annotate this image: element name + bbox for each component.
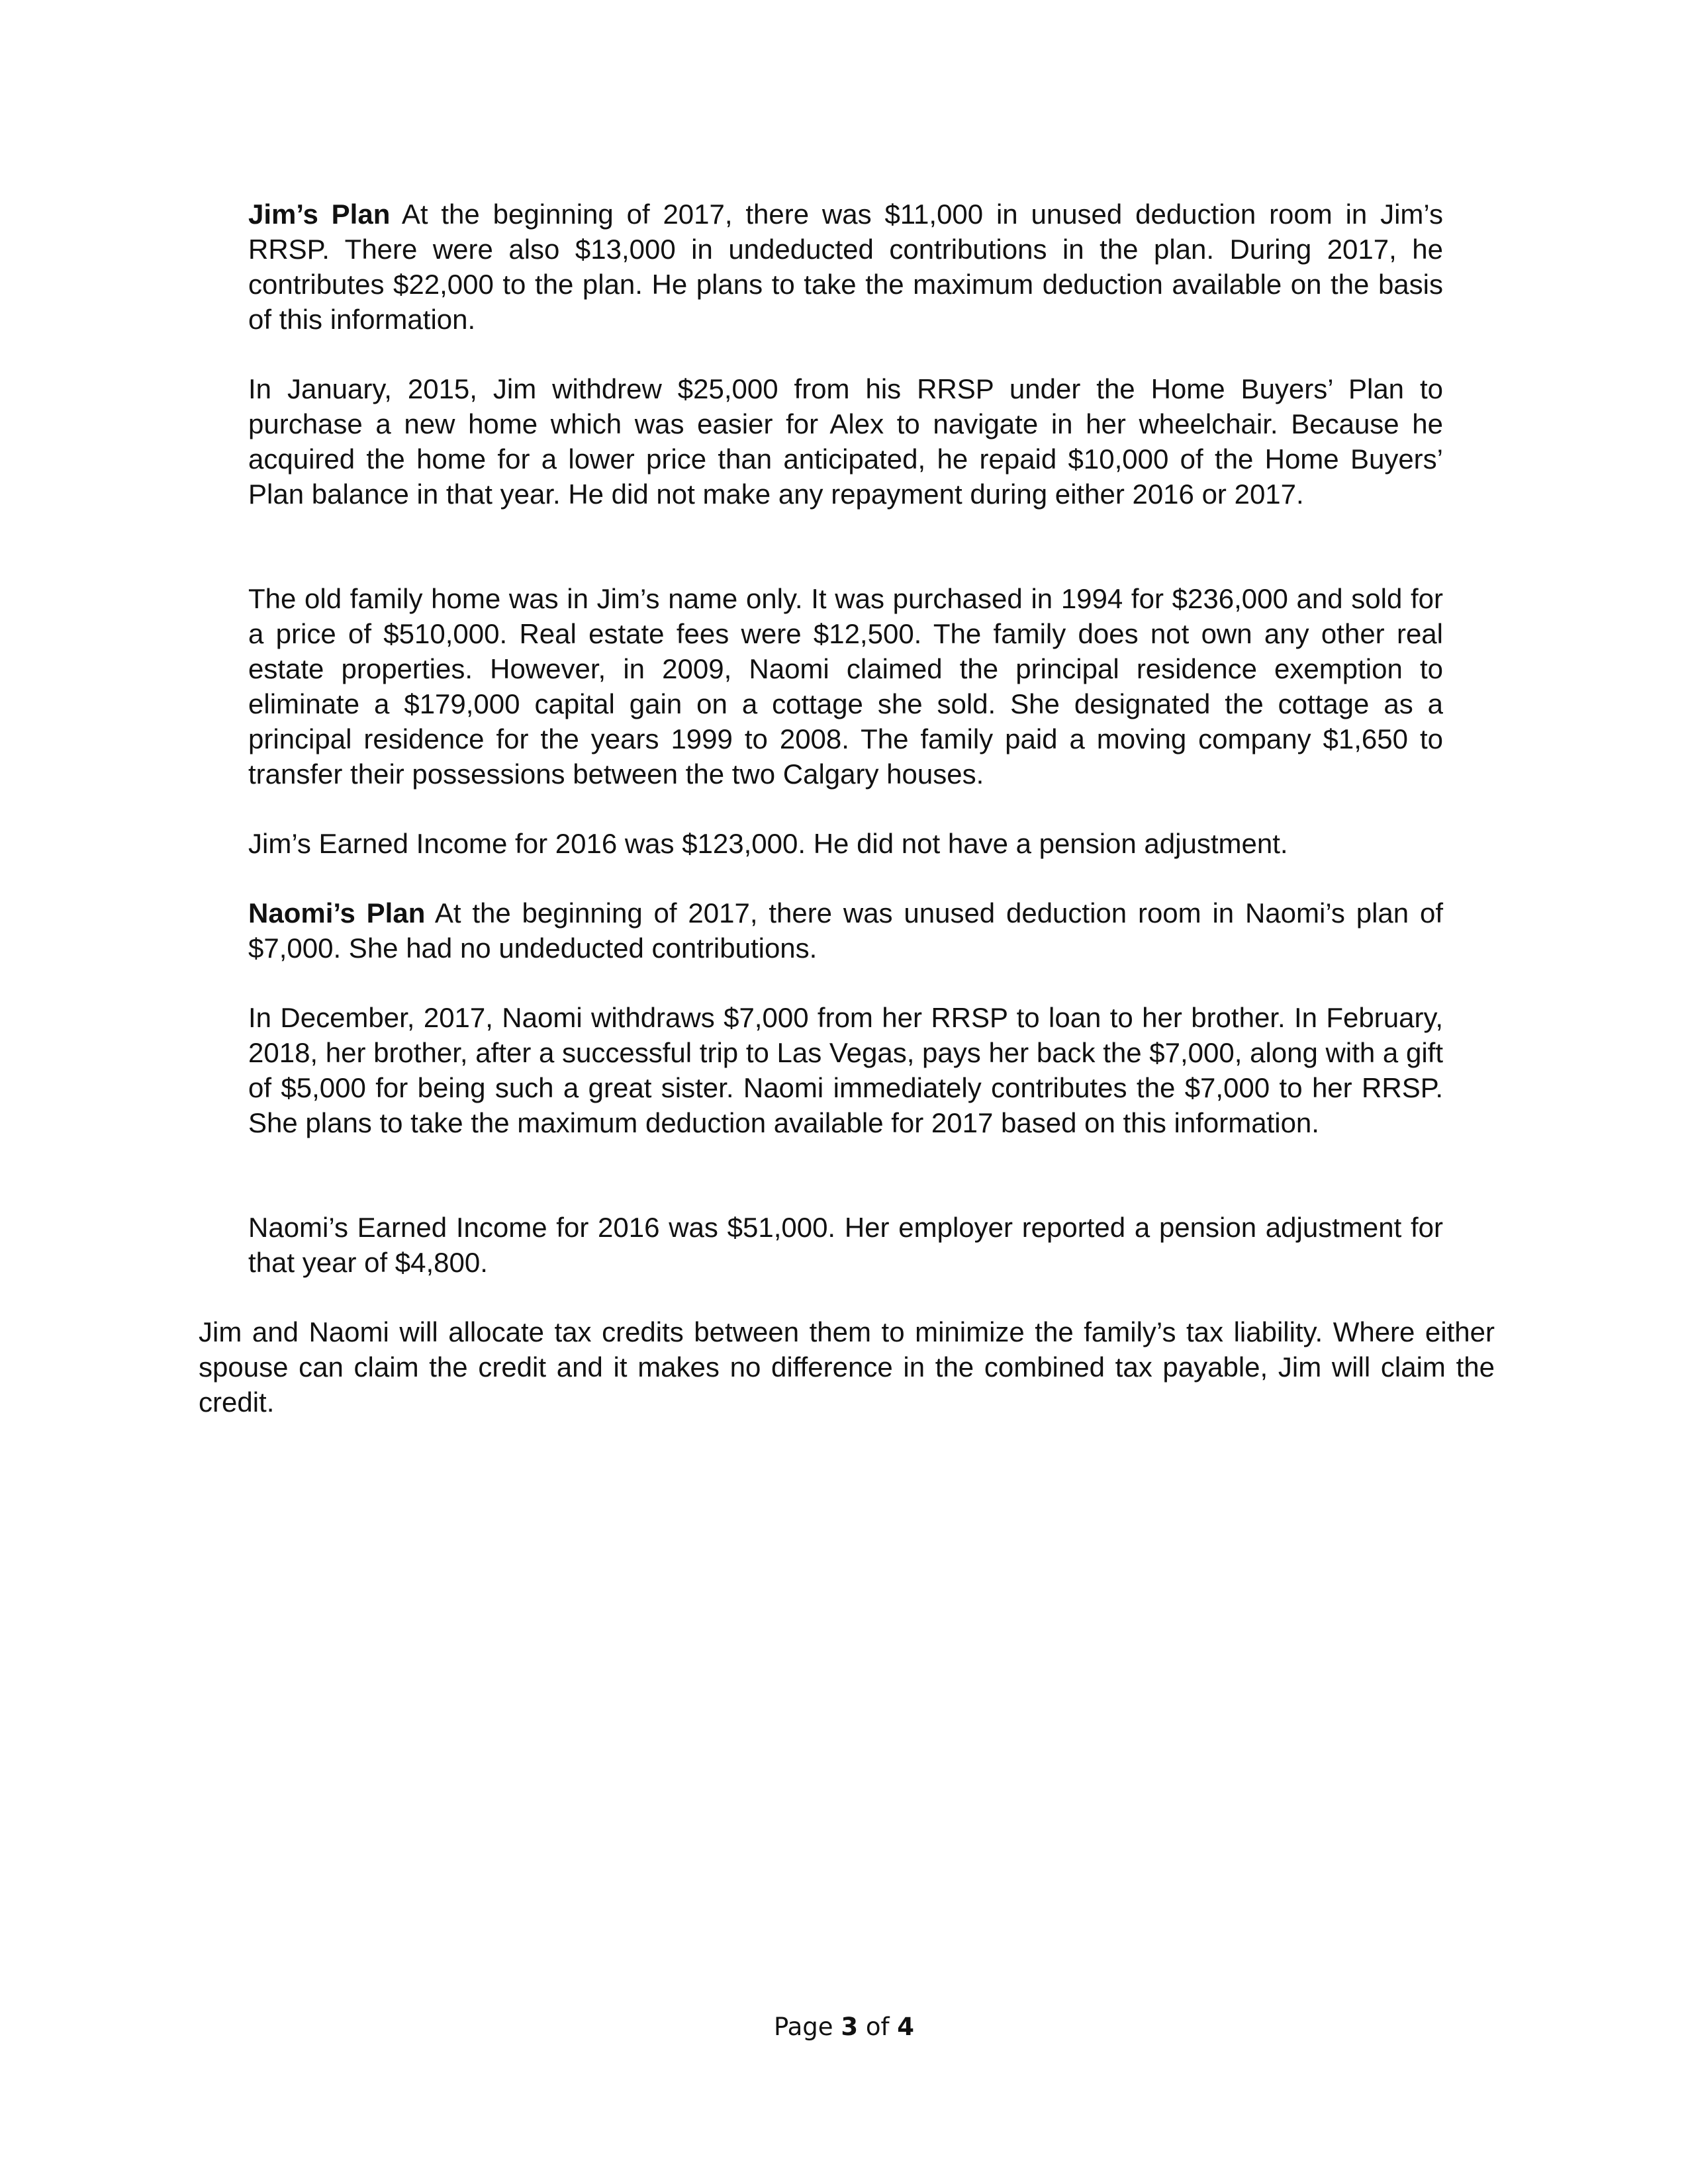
naomis-earned-income-paragraph: Naomi’s Earned Income for 2016 was $51,000. Her employer reported a pension adjustment for that year of $4,800. [248,1212,1443,1278]
naomi-withdrawal-paragraph: In December, 2017, Naomi withdraws $7,000 from her RRSP to loan to her brother. In February, 2018, her brother, after a successful trip to Las Vegas, pays her back the $7,000, along with a gift of $5,000 for being such a great sister. Naomi immediately contributes the $7,000 to her RRSP. She plans to take the maximum deduction available for 2017 based on this information. [248,1002,1443,1138]
page-footer [0,2012,1688,2042]
current-page-number: 3 [841,2013,859,2041]
page-label: Page [773,2013,841,2041]
home-buyers-plan-paragraph: In January, 2015, Jim withdrew $25,000 from his RRSP under the Home Buyers’ Plan to purchase a new home which was easier for Alex to navigate in her wheelchair. Because he acquired the home for a lower price than anticipated, he repaid $10,000 of the Home Buyers’ Plan balance in that year. He did not make any repayment during either 2016 or 2017. [248,373,1443,510]
family-home-paragraph: The old family home was in Jim’s name only. It was purchased in 1994 for $236,000 and sold for a price of $510,000. Real estate fees were $12,500. The family does not own any other real estate properties. However, in 2009, Naomi claimed the principal residence exemption to eliminate a $179,000 capital gain on a cottage she sold. She designated the cottage as a principal residence for the years 1999 to 2008. The family paid a moving company $1,650 to transfer their possessions between the two Calgary houses. [248,583,1443,790]
of-label: of [858,2013,898,2041]
jims-plan-text: At the beginning of 2017, there was $11,000 in unused deduction room in Jim’s RRSP. There were also $13,000 in undeducted contributions in the plan. During 2017, he contributes $22,000 to the plan. He plans to take the maximum deduction available on the basis of this information. [248,199,1443,335]
naomis-plan-paragraph [248,895,1443,966]
total-pages-number: 4 [897,2013,915,2041]
tax-credits-paragraph: Jim and Naomi will allocate tax credits between them to minimize the family’s tax liability. Where either spouse can claim the credit and it makes no difference in the combined tax payable, Jim will claim the credit. [199,1316,1495,1418]
jims-plan-paragraph [248,197,1443,337]
naomis-plan-heading: Naomi’s Plan [248,897,426,929]
naomis-plan-text: At the beginning of 2017, there was unused deduction room in Naomi’s plan of $7,000. She had no undeducted contributions. [248,897,1443,964]
jims-plan-heading: Jim’s Plan [248,199,391,230]
jims-earned-income-paragraph: Jim’s Earned Income for 2016 was $123,000. He did not have a pension adjustment. [248,828,1288,859]
